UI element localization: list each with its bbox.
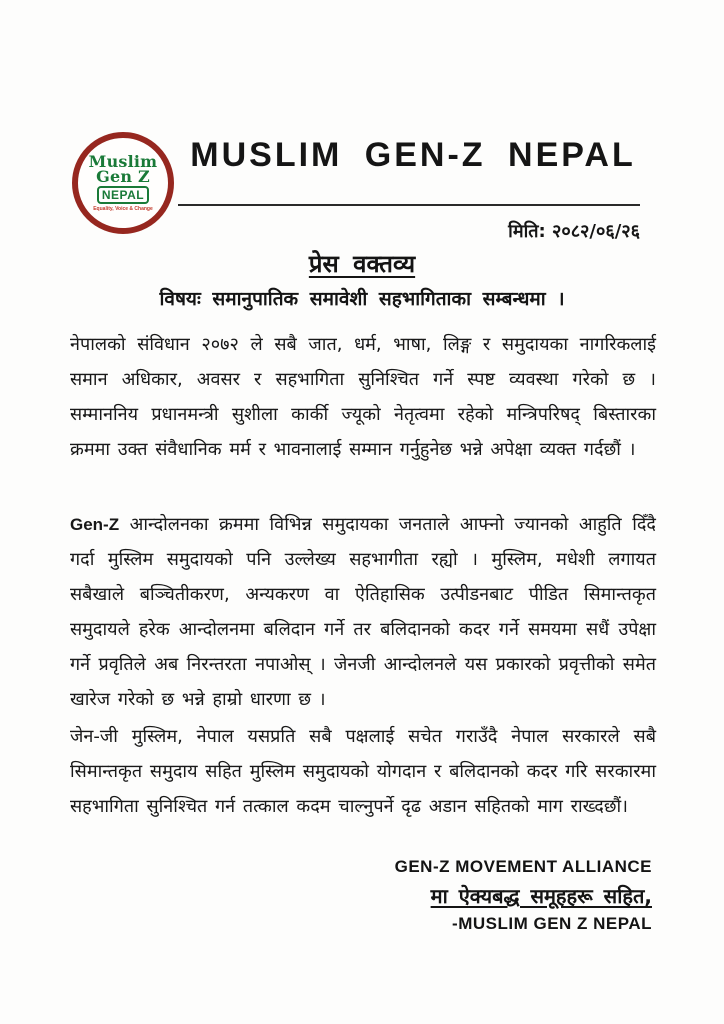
paragraph-constitution: नेपालको संविधान २०७२ ले सबै जात, धर्म, भाषा, लिङ्ग र समुदायका नागरिकलाई समान अधिकार, अवसर र सहभागिता सुनिश्चित गर्ने स्पष्ट व्यवस्था गरेको छ । सम्माननिय प्रधानमन्त्री सुशीला कार्की ज्यूको नेतृत्वमा रहेको मन्त्रिपरिषद् बिस्तारका क्रममा उक्त संवैधानिक मर्म र भावनालाई सम्मान गर्नुहुनेछ भन्ने अपेक्षा व्यक्त गर्दछौं । <box>70 334 656 460</box>
logo-word-genz: Gen Z <box>96 167 150 186</box>
paragraph-demand: जेन-जी मुस्लिम, नेपाल यसप्रति सबै पक्षलाई सचेत गराउँदै नेपाल सरकारले सबै सिमान्तकृत समुदाय सहित मुस्लिम समुदायको योगदान र बलिदानको कदर गरि सरकारमा सहभागिता सुनिश्चित गर्न तत्काल कदम चाल्नुपर्ने दृढ अडान सहितको माग राख्दछौं। <box>70 726 656 817</box>
header-divider <box>178 204 640 206</box>
genz-lead-word: Gen-Z <box>70 515 120 534</box>
signature-org-line: -MUSLIM GEN Z NEPAL <box>452 914 652 933</box>
page-title: MUSLIM GEN-Z NEPAL <box>190 136 636 174</box>
signature-block <box>395 856 652 935</box>
org-logo <box>72 132 174 234</box>
paragraph-genz-movement <box>70 507 656 717</box>
logo-word-muslim: Muslim <box>88 152 158 171</box>
signature-alliance-line: GEN-Z MOVEMENT ALLIANCE <box>394 857 652 876</box>
logo-tagline: Equality, Voice & Change <box>93 206 153 212</box>
logo-nepal-badge: NEPAL <box>97 186 149 204</box>
press-statement-heading: प्रेस वक्तव्य <box>308 250 416 278</box>
subject-line: विषयः समानुपातिक समावेशी सहभागिताका सम्बन्धमा । <box>159 288 565 310</box>
date-line: मिति: २०८२/०६/२६ <box>508 221 640 242</box>
signature-nepali-line: मा ऐक्यबद्ध समूहहरू सहित, <box>430 884 652 908</box>
paragraph-genz-movement-text: आन्दोलनका क्रममा विभिन्न समुदायका जनताले आफ्नो ज्यानको आहुति दिँदै गर्दा मुस्लिम समुदायको पनि उल्लेख्य सहभागीता रह्यो । मुस्लिम, मधेशी लगायत सबैखाले बञ्चितीकरण, अन्यकरण वा ऐतिहासिक उत्पीडनबाट पीडित सिमान्तकृत समुदायले हरेक आन्दोलनमा बलिदान गर्ने तर बलिदानको कदर गर्ने समयमा सधैं उपेक्षा गर्ने प्रवृतिले अब निरन्तरता नपाओस् । जेनजी आन्दोलनले यस प्रकारको प्रवृत्तीको समेत खारेज गरेको छ भन्ने हाम्रो धारणा छ । <box>70 514 656 710</box>
